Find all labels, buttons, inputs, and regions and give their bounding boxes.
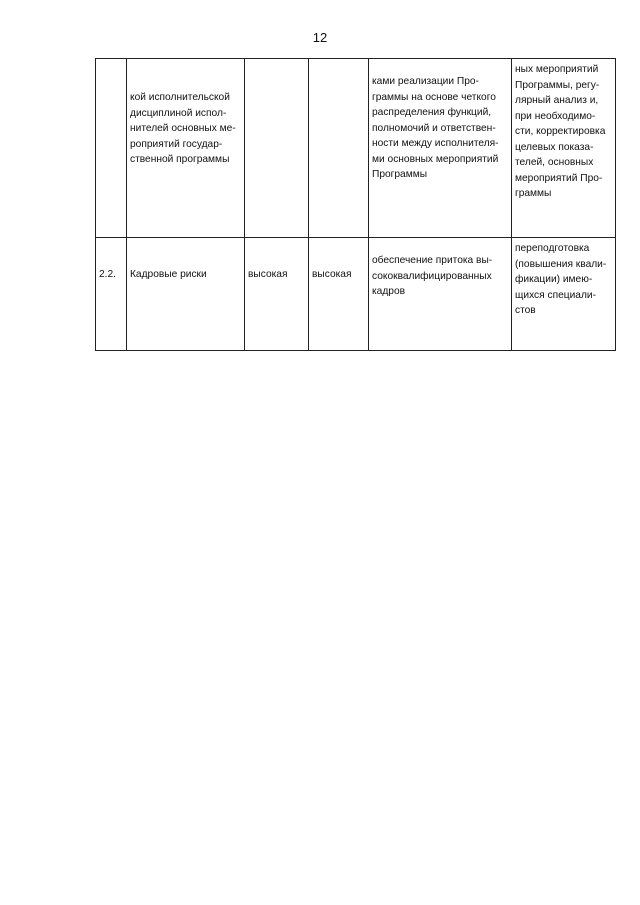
cell-number: 2.2. <box>96 238 127 351</box>
cell-impact <box>309 59 369 238</box>
cell-probability <box>245 59 309 238</box>
cell-measures: ками реализации Про- граммы на основе четкого распределения функций, полномочий и ответствен- ности между исполнителя- ми основных мероприятий Программы <box>369 59 512 238</box>
cell-number <box>96 59 127 238</box>
table-row <box>96 238 616 351</box>
cell-monitoring: ных мероприятий Программы, регу- лярный анализ и, при необходимо- сти, корректировка целевых показа- телей, основных мероприятий Про- граммы <box>512 59 616 238</box>
table-row <box>96 59 616 238</box>
cell-monitoring: переподготовка (повышения квали- фикации) имею- щихся специали- стов <box>512 238 616 351</box>
page-number: 12 <box>312 30 328 45</box>
cell-risk: Кадровые риски <box>127 238 245 351</box>
risk-table <box>95 58 616 351</box>
cell-probability: высокая <box>245 238 309 351</box>
cell-measures: обеспечение притока вы- сококвалифицированных кадров <box>369 238 512 351</box>
cell-impact: высокая <box>309 238 369 351</box>
cell-risk: кой исполнительской дисциплиной испол- нителей основных ме- роприятий государ- ственной программы <box>127 59 245 238</box>
